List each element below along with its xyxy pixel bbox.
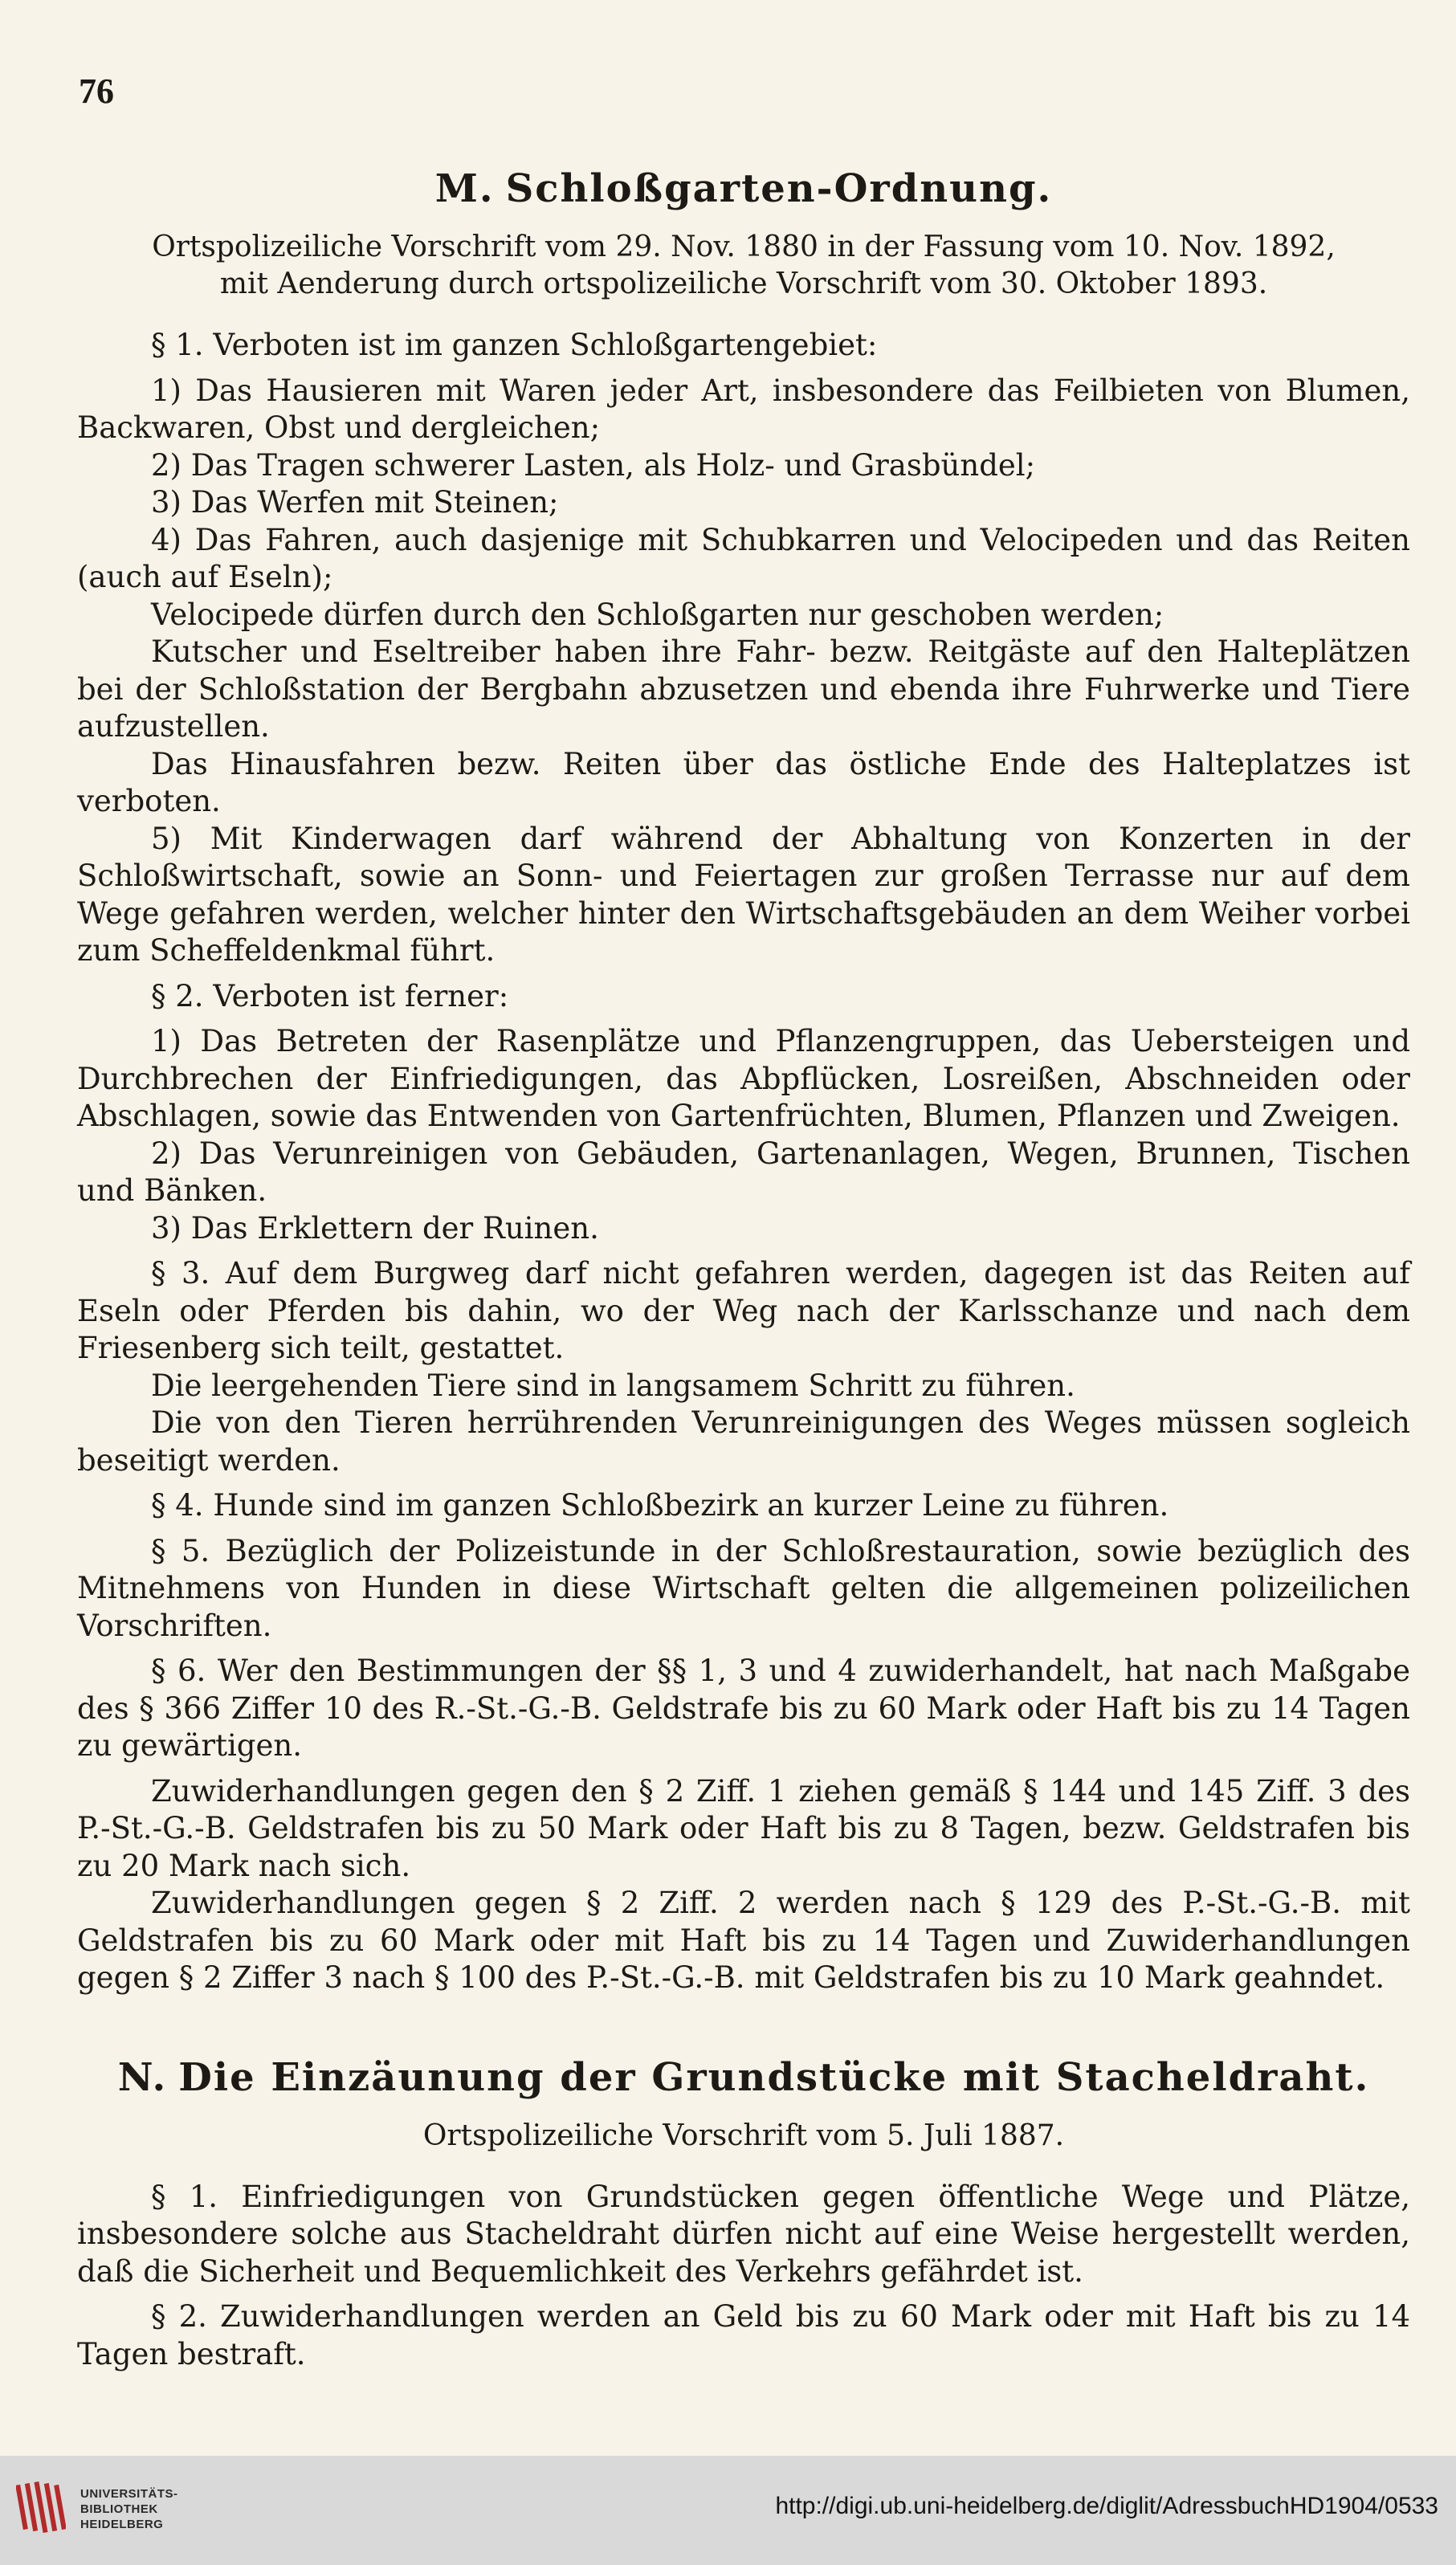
paragraph-m-3: § 3. Auf dem Burgweg darf nicht gefahren werden, dagegen ist das Reiten auf Eseln oder Pferden bis dahin, wo der Weg nach der Karlsschanze und nach dem Friesenberg sich teilt, gestattet. xyxy=(77,1256,1410,1365)
university-library-logo-icon xyxy=(16,2480,66,2538)
paragraph-m-1-4: 4) Das Fahren, auch dasjenige mit Schubkarren und Velocipeden und das Reiten (auch auf Eseln); xyxy=(77,522,1410,594)
section-m-letter: M. xyxy=(434,166,495,211)
section-n-letter: N. xyxy=(117,2054,168,2100)
paragraph-m-6-zuwiderhandlungen-2: Zuwiderhandlungen gegen § 2 Ziff. 2 werden nach § 129 des P.-St.-G.-B. mit Geldstrafen bis zu 60 Mark oder mit Haft bis zu 14 Tagen und Zuwiderhandlungen gegen § 2 Ziffer 3 nach § 100 des P.-St.-G.-B. mit Geldstrafen bis zu 10 Mark geahndet. xyxy=(77,1886,1410,1995)
section-m-subtitle-line2: mit Aenderung durch ortspolizeiliche Vorschrift vom 30. Oktober 1893. xyxy=(219,267,1268,300)
paragraph-m-1-kutscher: Kutscher und Eseltreiber haben ihre Fahr- bezw. Reitgäste auf den Halteplätzen bei der Schloßstation der Bergbahn abzusetzen und ebenda ihre Fuhrwerke und Tiere aufzustellen. xyxy=(77,634,1410,744)
section-n-title: Die Einzäunung der Grundstücke mit Stacheldraht. xyxy=(178,2054,1370,2100)
section-m-heading xyxy=(77,165,1410,213)
paragraph-m-2-1: 1) Das Betreten der Rasenplätze und Pflanzengruppen, das Uebersteigen und Durchbrechen der Einfriedigungen, das Abpflücken, Losreißen, Abschneiden oder Abschlagen, sowie das Entwenden von Gartenfrüchten, Blumen, Pflanzen und Zweigen. xyxy=(77,1024,1410,1133)
paragraph-m-2-2: 2) Das Verunreinigen von Gebäuden, Gartenanlagen, Wegen, Brunnen, Tischen und Bänken. xyxy=(77,1136,1410,1208)
library-name-line1: UNIVERSITÄTS- xyxy=(80,2487,178,2501)
library-name-line2: BIBLIOTHEK xyxy=(80,2502,158,2516)
library-name-line3: HEIDELBERG xyxy=(80,2518,164,2531)
paragraph-m-1-5: 5) Mit Kinderwagen darf während der Abhaltung von Konzerten in der Schloßwirtschaft, sowie an Sonn- und Feiertagen zur großen Terrasse nur auf dem Wege gefahren werden, welcher hinter den Wirtschaftsgebäuden an dem Weiher vorbei zum Scheffeldenkmal führt. xyxy=(77,821,1410,968)
paragraph-m-1-heading: § 1. Verboten ist im ganzen Schloßgartengebiet: xyxy=(151,328,878,362)
paragraph-m-2-heading: § 2. Verboten ist ferner: xyxy=(151,978,509,1013)
paragraph-m-1-hinausfahren: Das Hinausfahren bezw. Reiten über das östliche Ende des Halteplatzes ist verboten. xyxy=(77,746,1410,818)
paragraph-n-1: § 1. Einfriedigungen von Grundstücken gegen öffentliche Wege und Plätze, insbesondere solche aus Stacheldraht dürfen nicht auf eine Weise hergestellt werden, daß die Sicherheit und Bequemlichkeit des Verkehrs gefährdet ist. xyxy=(77,2179,1410,2289)
digitization-footer xyxy=(0,2456,1456,2565)
paragraph-m-1-1: 1) Das Hausieren mit Waren jeder Art, insbesondere das Feilbieten von Blumen, Backwaren, Obst und dergleichen; xyxy=(77,373,1410,445)
paragraph-m-2-3: 3) Das Erklettern der Ruinen. xyxy=(151,1210,599,1246)
paragraph-m-6-zuwiderhandlungen-1: Zuwiderhandlungen gegen den § 2 Ziff. 1 ziehen gemäß § 144 und 145 Ziff. 3 des P.-St.-G.-B. Geldstrafen bis zu 50 Mark oder Haft bis zu 8 Tagen, bezw. Geldstrafen bis zu 20 Mark nach sich. xyxy=(77,1773,1410,1883)
section-m-subtitle-line1: Ortspolizeiliche Vorschrift vom 29. Nov. 1880 in der Fassung vom 10. Nov. 1892, xyxy=(152,230,1336,263)
section-m-subtitle xyxy=(77,229,1410,303)
source-url-link[interactable]: http://digi.ub.uni-heidelberg.de/diglit/AdressbuchHD1904/0533 xyxy=(775,2493,1438,2519)
paragraph-m-3-tiere: Die leergehenden Tiere sind in langsamem Schritt zu führen. xyxy=(151,1368,1075,1403)
section-n-subtitle: Ortspolizeiliche Vorschrift vom 5. Juli 1887. xyxy=(422,2118,1065,2152)
paragraph-n-2: § 2. Zuwiderhandlungen werden an Geld bis zu 60 Mark oder mit Haft bis zu 14 Tagen bestraft. xyxy=(77,2299,1410,2371)
section-n-heading xyxy=(77,2053,1410,2102)
paragraph-m-5: § 5. Bezüglich der Polizeistunde in der Schloßrestauration, sowie bezüglich des Mitnehmens von Hunden in diese Wirtschaft gelten die allgemeinen polizeilichen Vorschriften. xyxy=(77,1533,1410,1643)
paragraph-m-3-verunreinigung: Die von den Tieren herrührenden Verunreinigungen des Weges müssen sogleich beseitigt werden. xyxy=(77,1405,1410,1478)
paragraph-m-1-velocipede: Velocipede dürfen durch den Schloßgarten nur geschoben werden; xyxy=(151,597,1164,632)
page-number: 76 xyxy=(79,71,114,111)
text-column xyxy=(77,165,1410,2373)
paragraph-m-4: § 4. Hunde sind im ganzen Schloßbezirk an kurzer Leine zu führen. xyxy=(151,1488,1169,1523)
paragraph-m-1-3: 3) Das Werfen mit Steinen; xyxy=(151,485,559,520)
section-m-title: Schloßgarten-Ordnung. xyxy=(505,166,1053,211)
library-name xyxy=(80,2486,178,2532)
paragraph-m-1-2: 2) Das Tragen schwerer Lasten, als Holz- und Grasbündel; xyxy=(151,447,1036,483)
paragraph-m-6: § 6. Wer den Bestimmungen der §§ 1, 3 und 4 zuwiderhandelt, hat nach Maßgabe des § 366 Ziffer 10 des R.-St.-G.-B. Geldstrafe bis zu 60 Mark oder Haft bis zu 14 Tagen zu gewärtigen. xyxy=(77,1654,1410,1763)
